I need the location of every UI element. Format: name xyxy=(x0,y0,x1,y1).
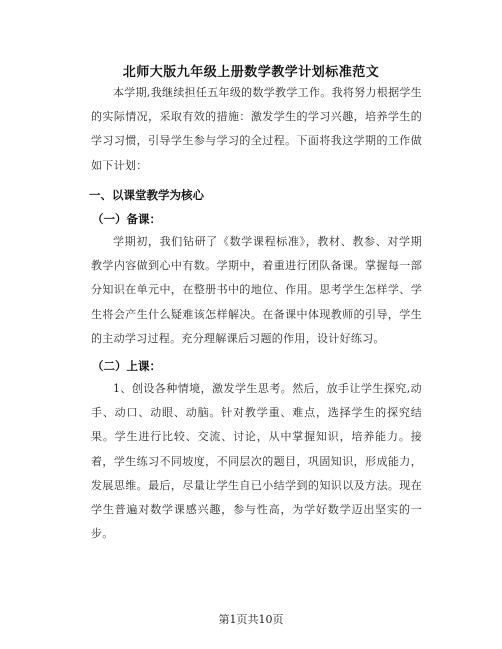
subsection-heading-1: （一）备课： xyxy=(92,212,161,226)
subsection-2-paragraph: 1、创设各种情境，激发学生思考。然后，放手让学生探究,动手、动口、动眼、动脑。针对教学重、难点，选择学生的探究结果。学生进行比较、交流、讨论，从中掌握知识，培养能力。接着，学生练习不同坡度，不同层次的题目，巩固知识，形成能力，发展思维。最后，尽量让学生自已小结学到的知识以及方法。现在学生普遍对数学课感兴趣，参与性高，为学好数学迈出坚实的一步。 xyxy=(91,382,422,541)
document-title: 北师大版九年级上册数学教学计划标准范文 xyxy=(122,65,380,80)
subsection-1-paragraph: 学期初，我们钻研了《数学课程标准》，教材、教参、对学期教学内容做到心中有数。学期中，着重进行团队备课。掌握每一部分知识在单元中，在整册书中的地位、作用。思考学生怎样学、学生将会产生什么疑难该怎样解决。在备课中体现教师的引导，学生的主动学习过程。充分理解课后习题的作用，设计好练习。 xyxy=(91,235,422,345)
subsection-heading-2: （二）上课： xyxy=(92,359,161,373)
intro-paragraph: 本学期,我继续担任五年级的数学教学工作。我将努力根据学生的实际情况，采取有效的措施：激发学生的学习兴趣，培养学生的学习习惯，引导学生参与学习的全过程。下面将我这学期的工作做如下计划： xyxy=(91,86,422,172)
section-heading-1: 一、以课堂教学为核心 xyxy=(89,188,204,202)
page-number-footer: 第1页共10页 xyxy=(218,613,284,626)
